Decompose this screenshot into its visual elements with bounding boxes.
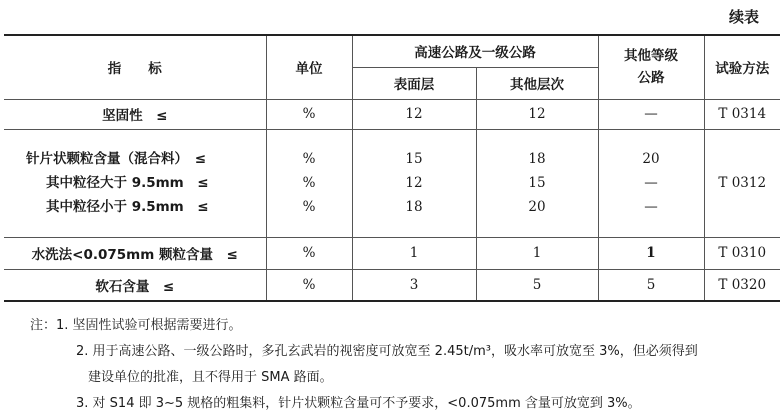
soundness-method: T 0314	[704, 99, 780, 129]
header-highway-group: 高速公路及一级公路	[352, 35, 598, 67]
table-row-wash	[4, 237, 780, 269]
flaky-grade	[598, 129, 704, 237]
flaky-method: T 0312	[704, 129, 780, 237]
note-2-continued: 建设单位的批准，且不得用于 SMA 路面。	[88, 370, 333, 385]
wash-grade: 1	[598, 237, 704, 269]
table-row-soundness	[4, 99, 780, 129]
table-notes	[30, 313, 780, 417]
soundness-label: 坚固性 ≤	[4, 99, 266, 129]
header-test-method: 试验方法	[704, 35, 780, 99]
table-row-flaky	[4, 129, 780, 237]
flaky-surface-3: 18	[405, 199, 423, 215]
header-other-grade: 其他等级公路	[598, 35, 704, 99]
flaky-main-label: 针片状颗粒含量（混合料） ≤	[26, 151, 207, 167]
header-indicator: 指 标	[4, 35, 266, 99]
wash-surface: 1	[352, 237, 476, 269]
header-surface-layer: 表面层	[352, 67, 476, 99]
flaky-surface-2: 12	[405, 175, 423, 191]
soft-grade: 5	[598, 269, 704, 301]
wash-method: T 0310	[704, 237, 780, 269]
header-other-layers: 其他层次	[476, 67, 598, 99]
flaky-grade-3: —	[644, 199, 658, 215]
soundness-other: 12	[476, 99, 598, 129]
flaky-unit-2: %	[302, 175, 316, 191]
soft-other: 5	[476, 269, 598, 301]
flaky-unit-1: %	[302, 151, 316, 167]
dash-mark: —	[644, 106, 658, 123]
flaky-sub2-label: 其中粒径小于 9.5mm ≤	[46, 199, 209, 215]
flaky-grade-2: —	[644, 175, 658, 191]
aggregate-spec-table	[4, 34, 780, 302]
soft-unit: %	[266, 269, 352, 301]
note-1: 注：1. 坚固性试验可根据需要进行。	[30, 318, 242, 333]
table-caption: 续表	[728, 8, 759, 26]
flaky-surface-1: 15	[405, 151, 423, 167]
flaky-other-2: 15	[528, 175, 546, 191]
soundness-surface: 12	[352, 99, 476, 129]
flaky-sub1-label: 其中粒径大于 9.5mm ≤	[46, 175, 209, 191]
wash-other: 1	[476, 237, 598, 269]
soundness-unit: %	[266, 99, 352, 129]
wash-label: 水洗法<0.075mm 颗粒含量 ≤	[4, 237, 266, 269]
note-3: 3. 对 S14 即 3~5 规格的粗集料，针片状颗粒含量可不予要求，<0.075mm 含量可放宽到 3%。	[76, 396, 641, 411]
flaky-units	[266, 129, 352, 237]
flaky-surface	[352, 129, 476, 237]
wash-unit: %	[266, 237, 352, 269]
flaky-labels	[4, 129, 266, 237]
flaky-grade-1: 20	[642, 151, 660, 167]
table-row-soft	[4, 269, 780, 301]
header-unit: 单位	[266, 35, 352, 99]
flaky-other-1: 18	[528, 151, 546, 167]
soundness-grade	[598, 99, 704, 129]
note-2: 2. 用于高速公路、一级公路时，多孔玄武岩的视密度可放宽至 2.45t/m³，吸水率可放宽至 3%，但必须得到	[76, 344, 698, 359]
soft-surface: 3	[352, 269, 476, 301]
flaky-other	[476, 129, 598, 237]
soft-method: T 0320	[704, 269, 780, 301]
soft-label: 软石含量 ≤	[4, 269, 266, 301]
flaky-unit-3: %	[302, 199, 316, 215]
flaky-other-3: 20	[528, 199, 546, 215]
